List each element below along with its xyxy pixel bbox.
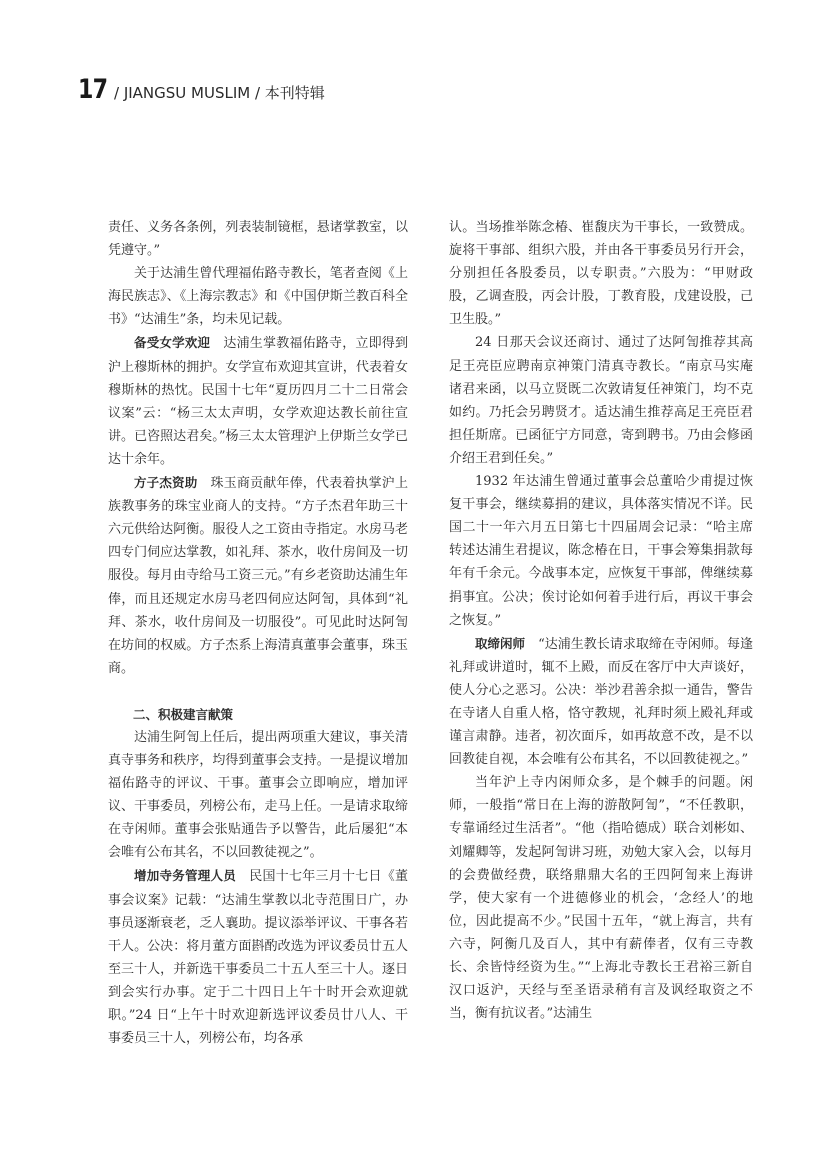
- page-header: [78, 74, 325, 106]
- paragraph-lead: 增加寺务管理人员: [134, 868, 236, 884]
- paragraph: 认。当场推举陈念椿、崔馥庆为干事长，一致赞成。旋将干事部、组织六股，并由各干事委员另行开会，分别担任各股委员，以专职责。”六股为：“甲财政股，乙调查股，丙会计股，丁教育股，戊建设股，己卫生股。”: [449, 220, 753, 328]
- paragraph: [108, 331, 408, 471]
- paragraph-lead: 方子杰资助: [134, 475, 198, 491]
- paragraph: 1932 年达浦生曾通过董事会总董哈少甫提过恢复干事会，继续募捐的建议，具体落实情况不详。民国二十一年六月五日第七十四届周会记录：“哈主席转述达浦生君提议，陈念椿在日，干事会筹集捐款每年有千余元。今战事本定，应恢复干事部，俾继续募捐事宜。公决；俟讨论如何着手进行后，再议干事会之恢复。”: [449, 474, 753, 628]
- paragraph: 当年沪上寺内闲师众多，是个棘手的问题。闲师，一般指“常日在上海的游散阿訇”，“不任教职，专靠诵经过生活者”。“他（指哈德成）联合刘彬如、刘耀卿等，发起阿訇讲习班，劝勉大家入会，以每月的会费做经费，联络鼎鼎大名的王四阿訇来上海讲学，使大家有一个进德修业的机会，‘念经人’的地位，因此提高不少。”民国十五年，“就上海言，共有六寺，阿衡几及百人，其中有薪俸者，仅有三寺教长、余皆恃经资为生。”“上海北寺教长王君裕三新自汉口返沪，天经与至圣语录稍有言及讽经取资之不当，衡有抗议者。”达浦生: [449, 775, 753, 1022]
- paragraph: [449, 632, 753, 772]
- section-heading: 二、积极建言献策: [133, 706, 234, 722]
- left-column: [108, 216, 408, 1050]
- running-title: / JIANGSU MUSLIM / 本刊特辑: [114, 84, 325, 102]
- paragraph-body: 珠玉商贡献年俸，代表着执掌沪上族教事务的珠宝业商人的支持。“方子杰君年助三十六元供给达阿衡。服役人之工资由寺指定。水房马老四专门伺应达掌教，如礼拜、茶水，收什房间及一切服役。每月由寺给马工资三元。”有乡老资助达浦生年俸，而且还规定水房马老四伺应达阿訇，具体到“礼拜、茶水，收什房间及一切服役”。可见此时达阿訇在坊间的权威。方子杰系上海清真董事会董事，珠玉商。: [108, 476, 408, 676]
- paragraph-body: 民国十七年三月十七日《董事会议案》记载：“达浦生掌教以北寺范围日广，办事员逐渐衰老，乏人襄助。提议添举评议、干事各若干人。公决：将月董方面斟酌改选为评议委员廿五人至三十人，并新选干事委员二十五人至三十人。逐日到会实行办事。定于二十四日上午十时开会欢迎就职。”24 日“上午十时欢迎新选评议委员廿八人、干事委员三十人，列榜公布，均各承: [108, 869, 408, 1047]
- right-column: [449, 216, 753, 1025]
- paragraph-lead: 取缔闲师: [475, 635, 526, 651]
- paragraph: 责任、义务各条例，列表装制镜框，悬诸掌教室，以凭遵守。”: [108, 220, 408, 259]
- paragraph: 24 日那天会议还商讨、通过了达阿訇推荐其高足王亮臣应聘南京神策门清真寺教长。“南京马实庵诸君来函，以马立贤既二次敦请复任神策门，均不克如约。乃托会另聘贤才。适达浦生推荐高足王亮臣君担任斯席。已函征宁方同意，寄到聘书。乃由会修函介绍王君到任矣。”: [449, 335, 753, 466]
- paragraph-body: “达浦生教长请求取缔在寺闲师。每逢礼拜或讲道时，辄不上殿，而反在客厅中大声谈好，使人分心之恶习。公决：举沙君善余拟一通告，警告在寺诸人自重人格，恪守教规，礼拜时须上殿礼拜或谨言肃静。违者，初次面斥，如再故意不改，是不以回教徒自视，本会唯有公布其名，不以回教徒视之。”: [449, 636, 753, 768]
- paragraph: [108, 471, 408, 680]
- paragraph: 关于达浦生曾代理福佑路寺教长，笔者查阅《上海民族志》、《上海宗教志》和《中国伊斯兰教百科全书》“达浦生”条，均未见记载。: [108, 266, 408, 328]
- paragraph: [108, 864, 408, 1050]
- page-number: 17: [78, 74, 108, 105]
- paragraph-lead: 备受女学欢迎: [134, 335, 211, 351]
- paragraph: 达浦生阿訇上任后，提出两项重大建议，事关清真寺事务和秩序，均得到董事会支持。一是提议增加福佑路寺的评议、干事。董事会立即响应，增加评议、干事委员，列榜公布，走马上任。一是请求取缔在寺闲师。董事会张贴通告予以警告，此后屡犯“本会唯有公布其名，不以回教徒视之”。: [108, 729, 408, 861]
- paragraph-body: 达浦生掌教福佑路寺，立即得到沪上穆斯林的拥护。女学宣布欢迎其宣讲，代表着女穆斯林的热忱。民国十七年“夏历四月二十二日常会议案”云：“杨三太太声明，女学欢迎达教长前往宣讲。已咨照达君矣。”杨三太太管理沪上伊斯兰女学已达十余年。: [108, 336, 408, 467]
